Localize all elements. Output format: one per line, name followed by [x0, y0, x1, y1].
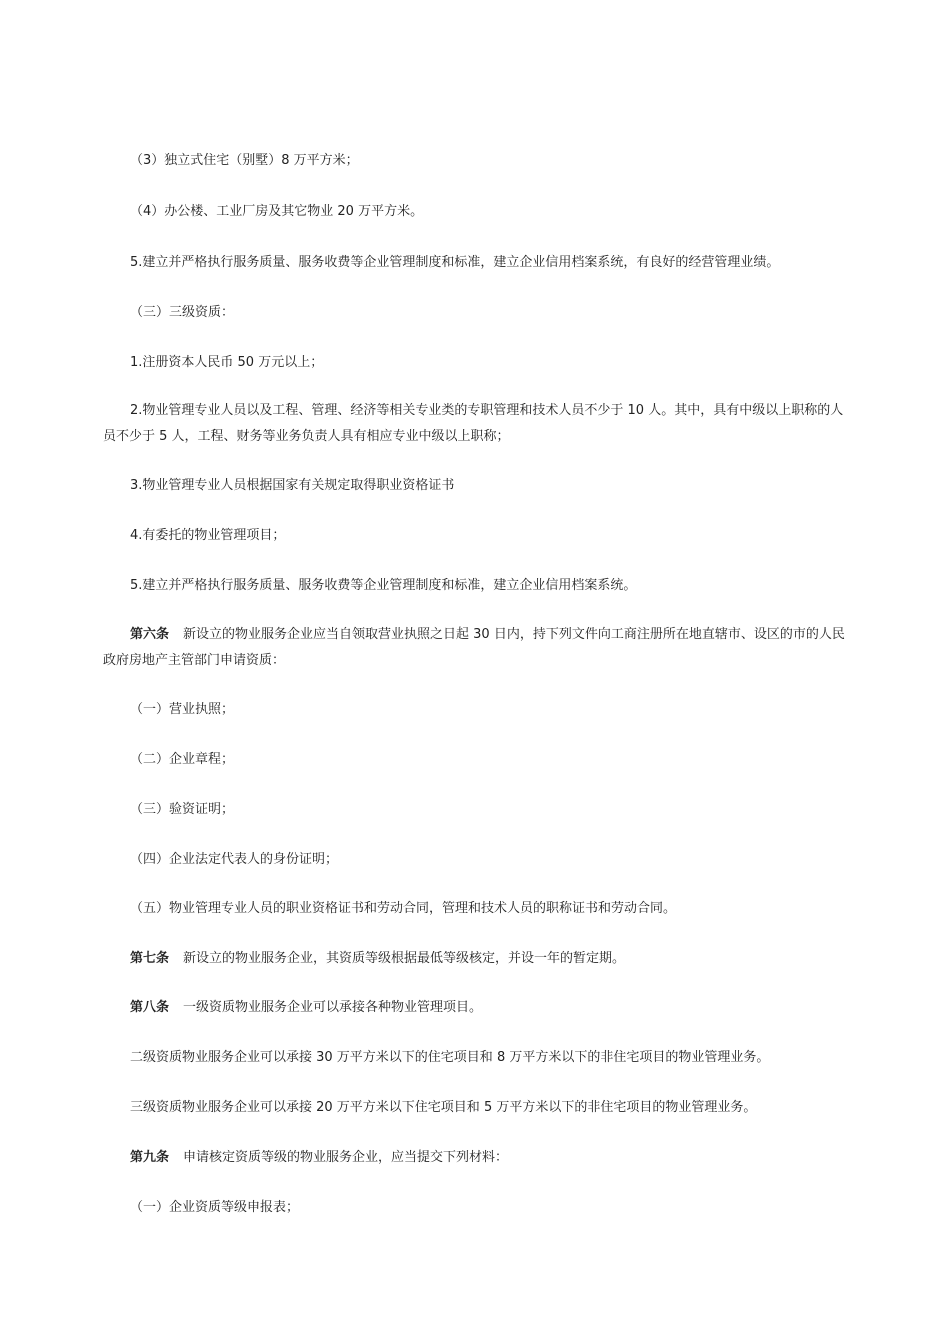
- paragraph-text: 新设立的物业服务企业应当自领取营业执照之日起 30 日内，持下列文件向工商注册所在地直辖市、设区的市的人民政府房地产主管部门申请资质：: [103, 627, 845, 668]
- paragraph-capital-verification: [130, 797, 845, 823]
- paragraph-text: 5.建立并严格执行服务质量、服务收费等企业管理制度和标准，建立企业信用档案系统。: [130, 578, 637, 593]
- article-number: 第七条: [130, 951, 170, 966]
- paragraph-level-three-heading: [130, 300, 845, 326]
- paragraph-staff-requirement: [103, 398, 845, 450]
- paragraph-text: （4）办公楼、工业厂房及其它物业 20 万平方米。: [130, 204, 424, 219]
- paragraph-text: 2.物业管理专业人员以及工程、管理、经济等相关专业类的专职管理和技术人员不少于 10 人。其中，具有中级以上职称的人员不少于 5 人，工程、财务等业务负责人具有相应专业中级以上职称；: [103, 403, 844, 444]
- paragraph-text: （3）独立式住宅（别墅）8 万平方米；: [130, 153, 359, 168]
- paragraph-staff-certificates: [130, 896, 845, 922]
- paragraph-registered-capital: [130, 350, 845, 376]
- paragraph-text: 5.建立并严格执行服务质量、服务收费等企业管理制度和标准，建立企业信用档案系统，有良好的经营管理业绩。: [130, 255, 780, 270]
- article-number: 第六条: [130, 627, 170, 642]
- article-number: 第九条: [130, 1150, 170, 1165]
- paragraph-level-two-scope: [130, 1045, 845, 1071]
- article-number: 第八条: [130, 1000, 170, 1015]
- paragraph-text: 新设立的物业服务企业，其资质等级根据最低等级核定，并设一年的暂定期。: [183, 951, 626, 966]
- paragraph-text: （一）企业资质等级申报表；: [130, 1200, 300, 1215]
- paragraph-text: 三级资质物业服务企业可以承接 20 万平方米以下住宅项目和 5 万平方米以下的非住宅项目的物业管理业务。: [130, 1100, 757, 1115]
- paragraph-text: （四）企业法定代表人的身份证明；: [130, 852, 339, 867]
- paragraph-legal-representative-id: [130, 847, 845, 873]
- paragraph-text: 二级资质物业服务企业可以承接 30 万平方米以下的住宅项目和 8 万平方米以下的非住宅项目的物业管理业务。: [130, 1050, 770, 1065]
- paragraph-credit-archive: [130, 573, 845, 599]
- paragraph-entrusted-project: [130, 523, 845, 549]
- paragraph-text: （二）企业章程；: [130, 752, 235, 767]
- paragraph-article-seven: [130, 946, 845, 972]
- paragraph-article-six: [103, 622, 845, 674]
- paragraph-article-eight: [130, 995, 845, 1021]
- paragraph-qualification-cert: [130, 473, 845, 499]
- paragraph-article-nine: [130, 1145, 845, 1171]
- paragraph-text: （五）物业管理专业人员的职业资格证书和劳动合同，管理和技术人员的职称证书和劳动合同。: [130, 901, 677, 916]
- paragraph-text: 一级资质物业服务企业可以承接各种物业管理项目。: [183, 1000, 483, 1015]
- paragraph-articles-of-association: [130, 747, 845, 773]
- paragraph-text: 1.注册资本人民币 50 万元以上；: [130, 355, 324, 370]
- paragraph-text: （一）营业执照；: [130, 702, 235, 717]
- paragraph-application-form: [130, 1195, 845, 1221]
- paragraph-text: 3.物业管理专业人员根据国家有关规定取得职业资格证书: [130, 478, 455, 493]
- paragraph-business-license: [130, 697, 845, 723]
- paragraph-villa-area: [130, 148, 845, 174]
- paragraph-text: 申请核定资质等级的物业服务企业，应当提交下列材料：: [183, 1150, 509, 1165]
- paragraph-level-three-scope: [130, 1095, 845, 1121]
- paragraph-office-area: [130, 199, 845, 225]
- paragraph-text: （三）三级资质：: [130, 305, 235, 320]
- paragraph-text: （三）验资证明；: [130, 802, 235, 817]
- paragraph-management-system: [130, 250, 845, 276]
- paragraph-text: 4.有委托的物业管理项目；: [130, 528, 286, 543]
